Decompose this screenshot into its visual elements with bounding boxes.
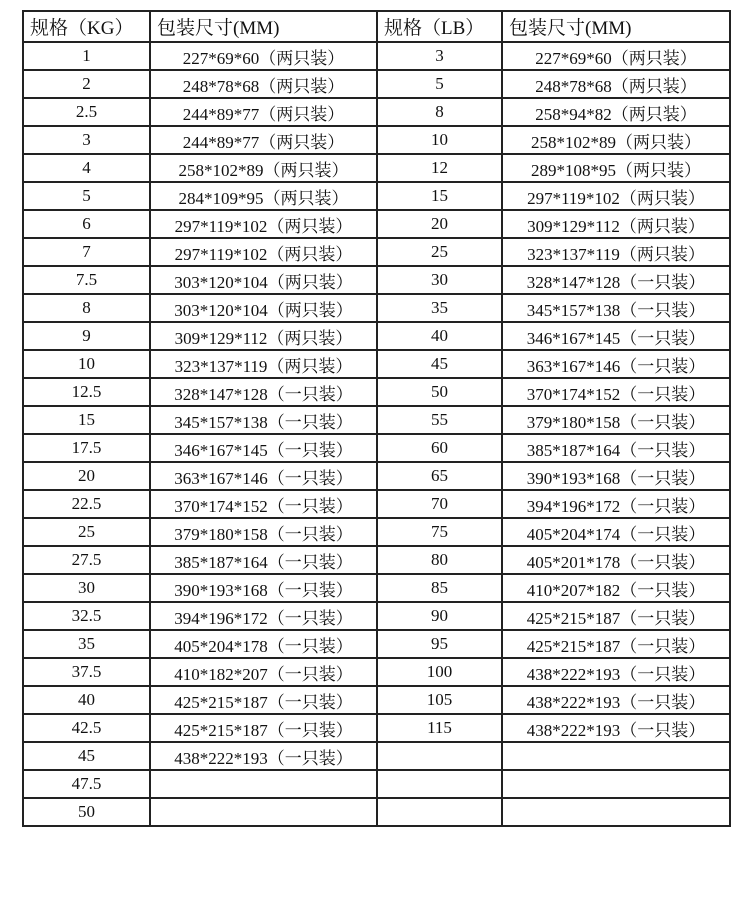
cell-kg-pack-size: 394*196*172（一只装） (150, 602, 377, 630)
cell-kg-pack-size: 244*89*77（两只装） (150, 98, 377, 126)
cell-lb-pack-size: 370*174*152（一只装） (502, 378, 730, 406)
cell-kg-spec: 17.5 (23, 434, 150, 462)
cell-kg-spec: 4 (23, 154, 150, 182)
cell-lb-pack-size: 323*137*119（两只装） (502, 238, 730, 266)
table-row (23, 322, 730, 350)
cell-lb-spec: 95 (377, 630, 502, 658)
cell-kg-spec: 12.5 (23, 378, 150, 406)
cell-lb-spec: 40 (377, 322, 502, 350)
table-row (23, 378, 730, 406)
cell-lb-spec: 30 (377, 266, 502, 294)
cell-lb-spec: 20 (377, 210, 502, 238)
cell-lb-spec: 3 (377, 42, 502, 70)
cell-kg-spec: 15 (23, 406, 150, 434)
table-row (23, 490, 730, 518)
cell-lb-spec: 60 (377, 434, 502, 462)
cell-lb-pack-size: 297*119*102（两只装） (502, 182, 730, 210)
table-row (23, 742, 730, 770)
table-row (23, 658, 730, 686)
cell-kg-pack-size: 309*129*112（两只装） (150, 322, 377, 350)
cell-lb-spec: 85 (377, 574, 502, 602)
cell-lb-spec: 105 (377, 686, 502, 714)
cell-kg-pack-size (150, 770, 377, 798)
cell-lb-spec (377, 770, 502, 798)
cell-lb-spec: 80 (377, 546, 502, 574)
cell-lb-spec: 65 (377, 462, 502, 490)
cell-lb-pack-size (502, 798, 730, 826)
table-row (23, 434, 730, 462)
cell-kg-pack-size: 390*193*168（一只装） (150, 574, 377, 602)
cell-lb-pack-size: 345*157*138（一只装） (502, 294, 730, 322)
cell-kg-pack-size: 425*215*187（一只装） (150, 686, 377, 714)
cell-lb-pack-size: 227*69*60（两只装） (502, 42, 730, 70)
cell-kg-pack-size: 425*215*187（一只装） (150, 714, 377, 742)
cell-lb-spec: 25 (377, 238, 502, 266)
cell-lb-pack-size (502, 742, 730, 770)
cell-lb-pack-size: 258*94*82（两只装） (502, 98, 730, 126)
table-row (23, 798, 730, 826)
cell-kg-spec: 50 (23, 798, 150, 826)
cell-kg-spec: 35 (23, 630, 150, 658)
table-row (23, 686, 730, 714)
cell-kg-pack-size: 345*157*138（一只装） (150, 406, 377, 434)
cell-kg-spec: 5 (23, 182, 150, 210)
table-row (23, 602, 730, 630)
cell-lb-pack-size: 438*222*193（一只装） (502, 714, 730, 742)
cell-kg-spec: 25 (23, 518, 150, 546)
cell-lb-spec: 100 (377, 658, 502, 686)
cell-kg-spec: 7 (23, 238, 150, 266)
cell-kg-pack-size: 297*119*102（两只装） (150, 238, 377, 266)
table-row (23, 238, 730, 266)
cell-kg-pack-size (150, 798, 377, 826)
header-lb-pack-size: 包装尺寸(MM) (502, 11, 730, 42)
cell-lb-spec: 55 (377, 406, 502, 434)
table-body (23, 42, 730, 826)
cell-kg-spec: 47.5 (23, 770, 150, 798)
cell-kg-pack-size: 328*147*128（一只装） (150, 378, 377, 406)
table-row (23, 42, 730, 70)
cell-kg-pack-size: 303*120*104（两只装） (150, 266, 377, 294)
cell-kg-spec: 7.5 (23, 266, 150, 294)
cell-kg-pack-size: 405*204*178（一只装） (150, 630, 377, 658)
cell-lb-pack-size: 410*207*182（一只装） (502, 574, 730, 602)
cell-lb-pack-size: 363*167*146（一只装） (502, 350, 730, 378)
table-row (23, 770, 730, 798)
cell-lb-pack-size: 438*222*193（一只装） (502, 658, 730, 686)
cell-lb-spec (377, 742, 502, 770)
table-row (23, 98, 730, 126)
cell-kg-spec: 30 (23, 574, 150, 602)
cell-kg-spec: 27.5 (23, 546, 150, 574)
cell-kg-spec: 20 (23, 462, 150, 490)
cell-lb-pack-size: 405*204*174（一只装） (502, 518, 730, 546)
cell-kg-pack-size: 258*102*89（两只装） (150, 154, 377, 182)
cell-lb-spec: 5 (377, 70, 502, 98)
table-row (23, 210, 730, 238)
cell-lb-pack-size: 289*108*95（两只装） (502, 154, 730, 182)
cell-kg-spec: 37.5 (23, 658, 150, 686)
cell-kg-pack-size: 227*69*60（两只装） (150, 42, 377, 70)
cell-kg-spec: 32.5 (23, 602, 150, 630)
packaging-spec-table (22, 10, 731, 827)
table-row (23, 406, 730, 434)
cell-lb-pack-size: 425*215*187（一只装） (502, 602, 730, 630)
cell-kg-pack-size: 385*187*164（一只装） (150, 546, 377, 574)
cell-kg-pack-size: 244*89*77（两只装） (150, 126, 377, 154)
cell-kg-pack-size: 323*137*119（两只装） (150, 350, 377, 378)
cell-kg-pack-size: 410*182*207（一只装） (150, 658, 377, 686)
cell-kg-spec: 2.5 (23, 98, 150, 126)
cell-lb-pack-size: 309*129*112（两只装） (502, 210, 730, 238)
header-kg-spec: 规格（KG） (23, 11, 150, 42)
cell-kg-pack-size: 248*78*68（两只装） (150, 70, 377, 98)
cell-kg-spec: 22.5 (23, 490, 150, 518)
table-row (23, 462, 730, 490)
table-row (23, 630, 730, 658)
cell-lb-spec: 35 (377, 294, 502, 322)
cell-kg-spec: 10 (23, 350, 150, 378)
cell-lb-spec: 45 (377, 350, 502, 378)
cell-kg-pack-size: 297*119*102（两只装） (150, 210, 377, 238)
header-kg-pack-size: 包装尺寸(MM) (150, 11, 377, 42)
cell-kg-spec: 45 (23, 742, 150, 770)
cell-lb-pack-size: 390*193*168（一只装） (502, 462, 730, 490)
cell-lb-pack-size: 379*180*158（一只装） (502, 406, 730, 434)
cell-lb-pack-size: 405*201*178（一只装） (502, 546, 730, 574)
cell-lb-spec: 90 (377, 602, 502, 630)
cell-lb-spec: 75 (377, 518, 502, 546)
cell-lb-spec (377, 798, 502, 826)
table-row (23, 182, 730, 210)
cell-kg-pack-size: 438*222*193（一只装） (150, 742, 377, 770)
cell-kg-pack-size: 379*180*158（一只装） (150, 518, 377, 546)
cell-kg-pack-size: 303*120*104（两只装） (150, 294, 377, 322)
table-row (23, 70, 730, 98)
table-row (23, 266, 730, 294)
table-row (23, 154, 730, 182)
table-row (23, 518, 730, 546)
table-row (23, 714, 730, 742)
cell-kg-spec: 9 (23, 322, 150, 350)
cell-lb-spec: 70 (377, 490, 502, 518)
cell-kg-spec: 3 (23, 126, 150, 154)
cell-lb-spec: 8 (377, 98, 502, 126)
cell-kg-spec: 42.5 (23, 714, 150, 742)
cell-lb-pack-size: 248*78*68（两只装） (502, 70, 730, 98)
cell-kg-spec: 6 (23, 210, 150, 238)
table-row (23, 546, 730, 574)
table-row (23, 294, 730, 322)
cell-lb-pack-size: 346*167*145（一只装） (502, 322, 730, 350)
cell-kg-spec: 8 (23, 294, 150, 322)
cell-kg-pack-size: 370*174*152（一只装） (150, 490, 377, 518)
cell-lb-spec: 15 (377, 182, 502, 210)
header-row (23, 11, 730, 42)
cell-lb-pack-size (502, 770, 730, 798)
cell-lb-pack-size: 438*222*193（一只装） (502, 686, 730, 714)
header-lb-spec: 规格（LB） (377, 11, 502, 42)
table-row (23, 574, 730, 602)
cell-lb-pack-size: 258*102*89（两只装） (502, 126, 730, 154)
cell-lb-pack-size: 425*215*187（一只装） (502, 630, 730, 658)
cell-lb-pack-size: 385*187*164（一只装） (502, 434, 730, 462)
cell-kg-pack-size: 284*109*95（两只装） (150, 182, 377, 210)
table-row (23, 126, 730, 154)
cell-kg-spec: 40 (23, 686, 150, 714)
cell-lb-pack-size: 394*196*172（一只装） (502, 490, 730, 518)
cell-kg-pack-size: 346*167*145（一只装） (150, 434, 377, 462)
cell-lb-spec: 115 (377, 714, 502, 742)
cell-lb-pack-size: 328*147*128（一只装） (502, 266, 730, 294)
cell-kg-pack-size: 363*167*146（一只装） (150, 462, 377, 490)
cell-kg-spec: 2 (23, 70, 150, 98)
cell-lb-spec: 10 (377, 126, 502, 154)
cell-lb-spec: 12 (377, 154, 502, 182)
cell-kg-spec: 1 (23, 42, 150, 70)
table-row (23, 350, 730, 378)
cell-lb-spec: 50 (377, 378, 502, 406)
